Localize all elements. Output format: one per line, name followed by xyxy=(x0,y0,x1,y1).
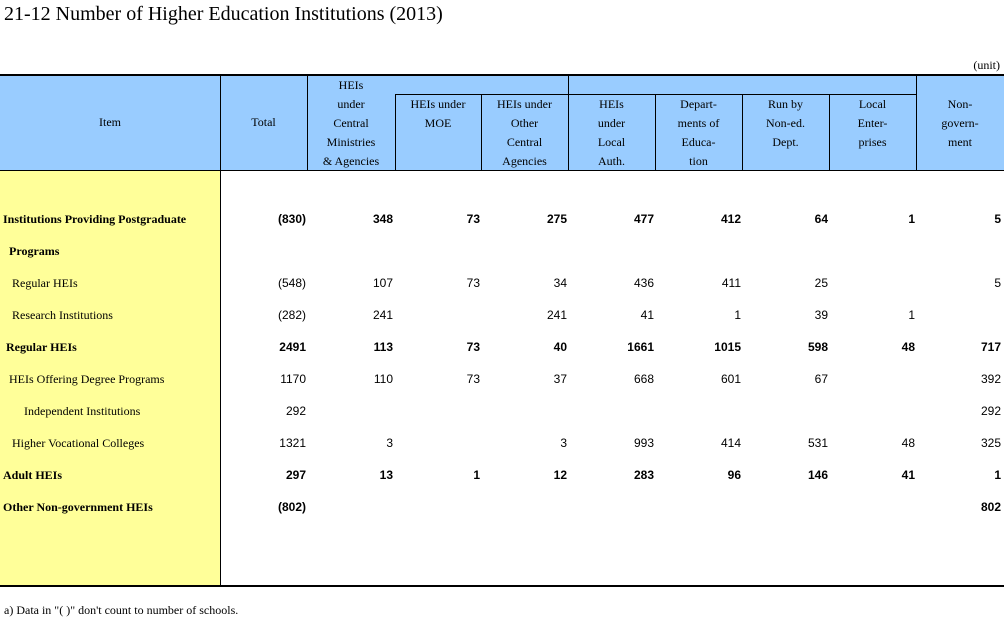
table-cell-dept-edu: 601 xyxy=(720,372,741,386)
header-item: Item xyxy=(99,115,121,129)
table-cell-local: 283 xyxy=(633,468,654,482)
table-cell-other-central: 34 xyxy=(553,276,567,290)
table-cell-total: (802) xyxy=(277,500,306,514)
row-label: Research Institutions xyxy=(12,308,113,322)
table-cell-total: (548) xyxy=(277,276,306,290)
table-cell-total: 2491 xyxy=(279,340,306,354)
page-title: 21-12 Number of Higher Education Institutions (2013) xyxy=(4,3,443,25)
table-cell-local: 41 xyxy=(640,308,654,322)
table-cell-central: 241 xyxy=(372,308,393,322)
table-cell-local: 668 xyxy=(633,372,654,386)
table-cell-central: 3 xyxy=(386,436,393,450)
row-label: Regular HEIs xyxy=(6,340,77,354)
header-moe: HEIs under MOE xyxy=(410,97,466,130)
table-cell-local: 1661 xyxy=(627,340,654,354)
table-cell-moe: 73 xyxy=(466,372,480,386)
table-cell-non-gov: 5 xyxy=(994,212,1001,226)
table-cell-total: 1321 xyxy=(279,436,306,450)
table-cell-enterprises: 1 xyxy=(908,212,915,226)
table-cell-dept-edu: 412 xyxy=(720,212,741,226)
table-cell-central: 107 xyxy=(372,276,393,290)
header-total: Total xyxy=(251,115,276,129)
table-cell-local: 993 xyxy=(633,436,654,450)
table-cell-central: 113 xyxy=(373,340,393,354)
row-label: Other Non-government HEIs xyxy=(3,500,153,514)
table-cell-non-ed: 598 xyxy=(807,340,828,354)
table-cell-non-ed: 64 xyxy=(814,212,828,226)
table-cell-other-central: 40 xyxy=(553,340,567,354)
table-cell-enterprises: 48 xyxy=(901,340,915,354)
table-cell-enterprises: 48 xyxy=(901,436,915,450)
table-cell-local: 477 xyxy=(633,212,654,226)
header-enterprises: Local Enter- prises xyxy=(857,97,888,149)
table-cell-moe: 73 xyxy=(466,276,480,290)
unit-label: (unit) xyxy=(973,58,1000,72)
table-cell-other-central: 37 xyxy=(553,372,567,386)
row-label: Adult HEIs xyxy=(3,468,63,482)
table-cell-moe: 73 xyxy=(466,212,480,226)
table-cell-total: 292 xyxy=(285,404,306,418)
table-cell-dept-edu: 411 xyxy=(721,276,741,290)
header-other-central: HEIs under Other Central Agencies xyxy=(497,97,552,168)
table-cell-non-ed: 146 xyxy=(807,468,828,482)
table-cell-enterprises: 41 xyxy=(901,468,915,482)
header-dept-edu: Depart- ments of Educa- tion xyxy=(677,97,720,168)
table-cell-moe: 73 xyxy=(466,340,480,354)
table-cell-enterprises: 1 xyxy=(908,308,915,322)
table-cell-non-gov: 292 xyxy=(980,404,1001,418)
table-cell-other-central: 12 xyxy=(553,468,567,482)
header-non-ed: Run by Non-ed. Dept. xyxy=(766,97,805,149)
table-cell-central: 110 xyxy=(373,372,393,386)
row-label: Independent Institutions xyxy=(24,404,141,418)
row-label: Higher Vocational Colleges xyxy=(12,436,145,450)
table-cell-non-gov: 717 xyxy=(980,340,1001,354)
footnote: a) Data in "( )" don't count to number of schools. xyxy=(4,603,239,617)
table-cell-total: 297 xyxy=(285,468,306,482)
table-cell-non-gov: 5 xyxy=(994,276,1001,290)
table-cell-other-central: 241 xyxy=(546,308,567,322)
table-cell-dept-edu: 414 xyxy=(720,436,741,450)
table-cell-total: (282) xyxy=(277,308,306,322)
table-cell-total: 1170 xyxy=(280,372,306,386)
table-cell-central: 13 xyxy=(379,468,393,482)
table-cell-moe: 1 xyxy=(473,468,480,482)
table-cell-non-gov: 1 xyxy=(994,468,1001,482)
table-cell-other-central: 3 xyxy=(560,436,567,450)
header-central: HEIs under Central Ministries & Agencies xyxy=(322,78,380,168)
row-label: Regular HEIs xyxy=(12,276,78,290)
table-cell-non-gov: 392 xyxy=(980,372,1001,386)
table-cell-dept-edu: 1 xyxy=(734,308,741,322)
table-bottom-rule xyxy=(0,585,1004,587)
table-top-rule xyxy=(0,74,1004,76)
table-cell-non-ed: 39 xyxy=(814,308,828,322)
table-cell-dept-edu: 96 xyxy=(727,468,741,482)
header-non-gov: Non- govern- ment xyxy=(941,97,979,149)
table-cell-non-ed: 67 xyxy=(814,372,828,386)
table-cell-total: (830) xyxy=(277,212,306,226)
table-cell-non-ed: 25 xyxy=(814,276,828,290)
table-cell-non-gov: 802 xyxy=(980,500,1001,514)
table-cell-non-ed: 531 xyxy=(807,436,828,450)
table-cell-other-central: 275 xyxy=(546,212,567,226)
table-cell-non-gov: 325 xyxy=(980,436,1001,450)
row-label: HEIs Offering Degree Programs xyxy=(9,372,165,386)
header-local: HEIs under Local Auth. xyxy=(597,97,626,168)
row-label: Programs xyxy=(9,244,60,258)
row-label: Institutions Providing Postgraduate xyxy=(3,212,187,226)
col-divider-item xyxy=(220,75,221,585)
table-cell-dept-edu: 1015 xyxy=(714,340,741,354)
table-cell-local: 436 xyxy=(633,276,654,290)
table-cell-central: 348 xyxy=(372,212,393,226)
